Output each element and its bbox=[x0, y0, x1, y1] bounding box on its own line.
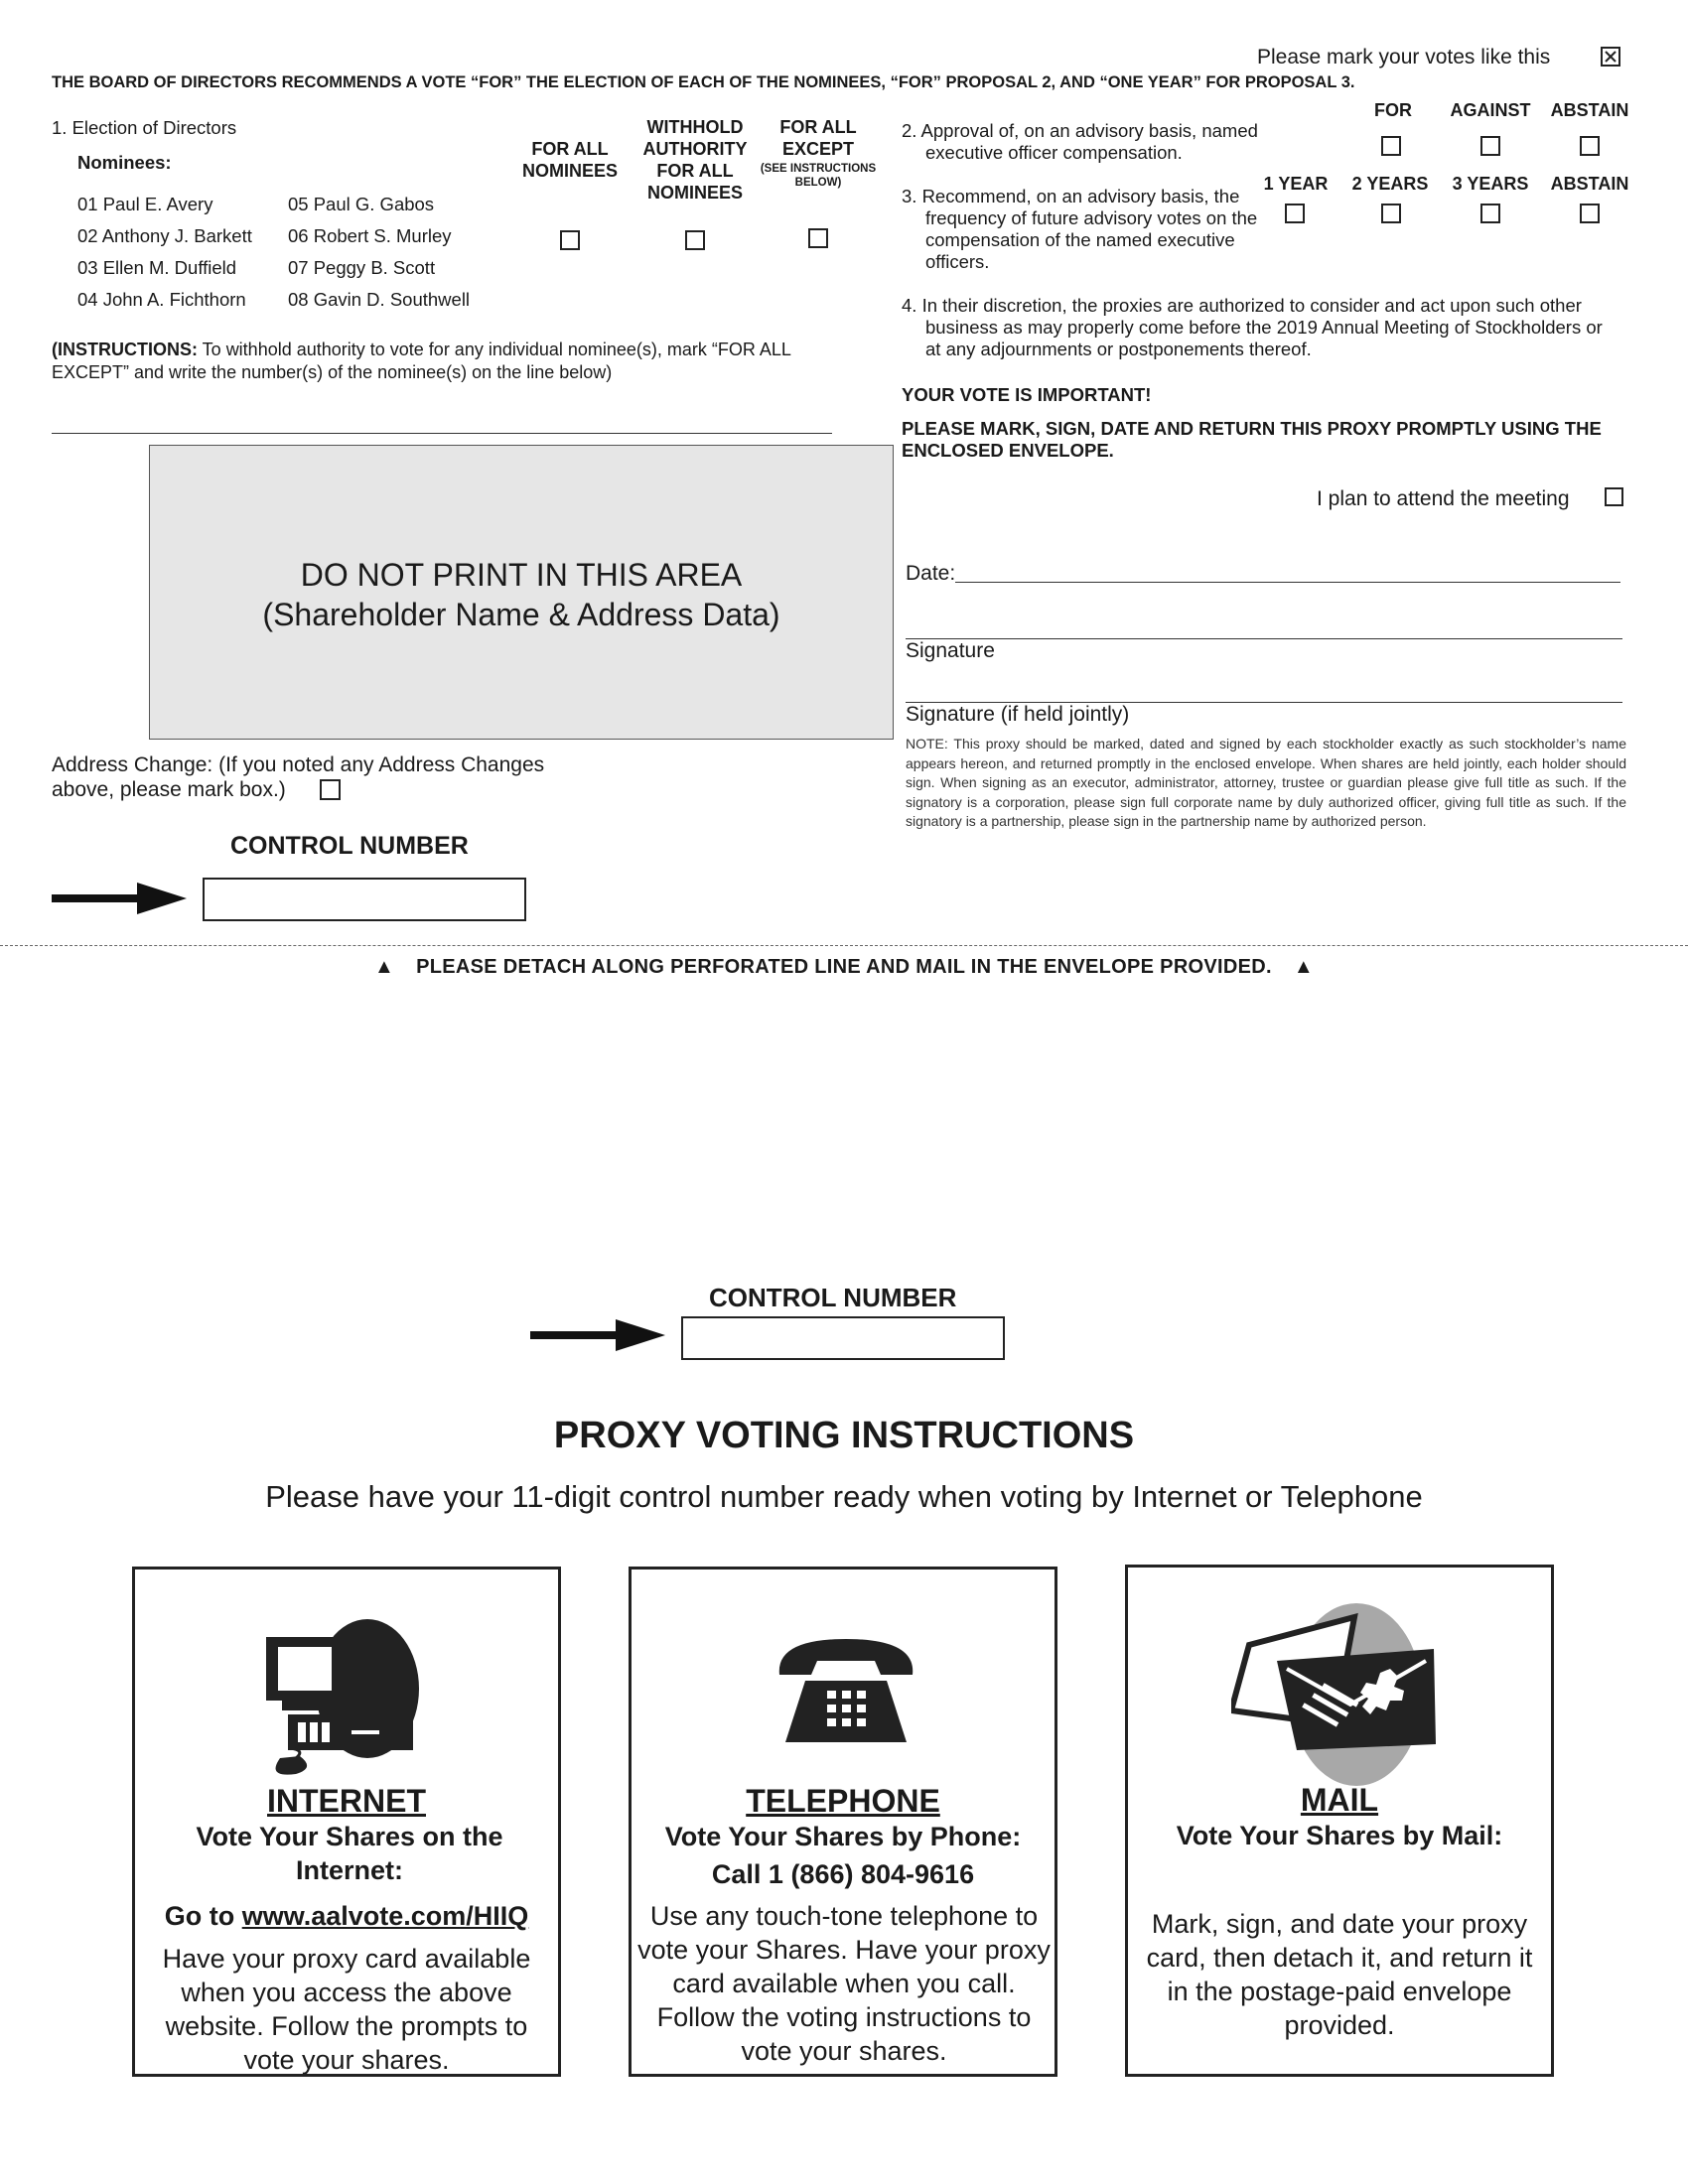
proposal-2: 2. Approval of, on an advisory basis, named executive officer compensation. bbox=[902, 120, 1258, 163]
p3-2years-checkbox[interactable] bbox=[1381, 204, 1401, 223]
arrow-icon bbox=[52, 894, 151, 902]
p2-abstain-header: ABSTAIN bbox=[1550, 100, 1629, 120]
telephone-panel bbox=[629, 1567, 1057, 2077]
signature-joint-label: Signature (if held jointly) bbox=[906, 703, 1130, 726]
col-for-all-except: FOR ALL EXCEPT bbox=[779, 117, 857, 159]
mark-votes-label: Please mark your votes like this bbox=[1257, 46, 1551, 68]
nominee: 02 Anthony J. Barkett bbox=[77, 225, 252, 246]
arrow-head-icon bbox=[137, 883, 187, 914]
for-all-nominees-checkbox[interactable] bbox=[560, 230, 580, 250]
p3-2years-header: 2 YEARS bbox=[1351, 174, 1429, 194]
internet-goto bbox=[135, 1899, 558, 1933]
p3-abstain-header: ABSTAIN bbox=[1550, 174, 1629, 194]
mail-envelope-icon bbox=[1231, 1595, 1450, 1794]
address-change-checkbox[interactable] bbox=[320, 779, 341, 800]
p3-1year-header: 1 YEAR bbox=[1263, 174, 1329, 194]
except-nominee-line[interactable] bbox=[52, 433, 832, 434]
nominee: 01 Paul E. Avery bbox=[77, 194, 213, 214]
lower-control-number-box[interactable] bbox=[681, 1316, 1005, 1360]
proxy-voting-subtitle: Please have your 11-digit control number ready when voting by Internet or Telephone bbox=[265, 1479, 1423, 1514]
telephone-icon bbox=[772, 1631, 920, 1750]
telephone-sub: Vote Your Shares by Phone: bbox=[664, 1822, 1022, 1851]
instructions-bold: (INSTRUCTIONS: bbox=[52, 340, 198, 359]
detach-text: PLEASE DETACH ALONG PERFORATED LINE AND MAIL IN THE ENVELOPE PROVIDED. bbox=[416, 956, 1272, 978]
nominee: 05 Paul G. Gabos bbox=[288, 194, 435, 214]
control-number-box[interactable] bbox=[203, 878, 526, 921]
arrow-head-icon bbox=[616, 1319, 665, 1351]
internet-title: INTERNET bbox=[267, 1783, 426, 1819]
p2-against-checkbox[interactable] bbox=[1480, 136, 1500, 156]
attend-meeting-label: I plan to attend the meeting bbox=[1317, 487, 1570, 510]
date-line[interactable] bbox=[955, 582, 1620, 583]
telephone-title: TELEPHONE bbox=[746, 1783, 940, 1819]
nominees-right-list bbox=[288, 189, 470, 316]
nominees-label: Nominees: bbox=[77, 152, 172, 173]
election-label: 1. Election of Directors bbox=[52, 117, 237, 138]
perforated-line bbox=[0, 945, 1688, 946]
p2-for-checkbox[interactable] bbox=[1381, 136, 1401, 156]
shareholder-address-area bbox=[149, 445, 894, 740]
arrow-icon bbox=[530, 1331, 630, 1339]
sample-x-mark-icon bbox=[1601, 47, 1620, 67]
withhold-instructions bbox=[52, 339, 866, 384]
internet-sub: Vote Your Shares on the Internet: bbox=[196, 1822, 503, 1885]
telephone-body: Use any touch-tone telephone to vote your Shares. Have your proxy card available when you call. Follow the voting instructions to vote your shares. bbox=[637, 1901, 1051, 2066]
signature-label: Signature bbox=[906, 639, 995, 662]
p2-for-header: FOR bbox=[1374, 100, 1412, 120]
p2-against-header: AGAINST bbox=[1450, 100, 1531, 120]
lower-control-number-label: CONTROL NUMBER bbox=[709, 1283, 957, 1312]
for-all-except-checkbox[interactable] bbox=[808, 228, 828, 248]
proposal-4: 4. In their discretion, the proxies are authorized to consider and act upon such other business as may properly come before the 2019 Annual Meeting of Stockholders or at any adjournments or postponements thereof. bbox=[902, 295, 1603, 359]
board-recommendation: THE BOARD OF DIRECTORS RECOMMENDS A VOTE “FOR” THE ELECTION OF EACH OF THE NOMINEES, “FOR” PROPOSAL 2, AND “ONE YEAR” FOR PROPOSAL 3. bbox=[52, 73, 1355, 91]
col-for-all-nominees: FOR ALL NOMINEES bbox=[521, 139, 618, 181]
vote-important: YOUR VOTE IS IMPORTANT! bbox=[902, 384, 1152, 405]
p3-3years-header: 3 YEARS bbox=[1452, 174, 1529, 194]
computer-icon bbox=[256, 1609, 435, 1788]
col-withhold-authority: WITHHOLD AUTHORITY FOR ALL NOMINEES bbox=[642, 117, 748, 203]
mark-votes-instruction bbox=[1257, 46, 1550, 69]
p3-3years-checkbox[interactable] bbox=[1480, 204, 1500, 223]
col-except-note: (SEE INSTRUCTIONS BELOW) bbox=[760, 163, 877, 189]
telephone-call-number[interactable]: Call 1 (866) 804-9616 bbox=[711, 1859, 975, 1889]
mail-title: MAIL bbox=[1300, 1782, 1379, 1818]
p2-abstain-checkbox[interactable] bbox=[1580, 136, 1600, 156]
nominee: 07 Peggy B. Scott bbox=[288, 257, 436, 278]
internet-body: Have your proxy card available when you access the above website. Follow the prompts to vote your shares. bbox=[162, 1944, 531, 2075]
nominee: 06 Robert S. Murley bbox=[288, 225, 452, 246]
attend-meeting-checkbox[interactable] bbox=[1605, 487, 1623, 506]
detach-instruction bbox=[0, 956, 1688, 979]
triangle-up-icon: ▲ bbox=[1293, 956, 1315, 978]
mail-sub: Vote Your Shares by Mail: bbox=[1176, 1821, 1503, 1850]
proxy-voting-title: PROXY VOTING INSTRUCTIONS bbox=[553, 1415, 1135, 1456]
mail-panel bbox=[1125, 1565, 1554, 2077]
mail-body: Mark, sign, and date your proxy card, then detach it, and return it in the postage-paid envelope provided. bbox=[1146, 1909, 1533, 2040]
do-not-print-line2: (Shareholder Name & Address Data) bbox=[262, 597, 780, 632]
withhold-all-checkbox[interactable] bbox=[685, 230, 705, 250]
address-change-label: Address Change: (If you noted any Address Changes above, please mark box.) bbox=[52, 753, 545, 801]
signing-note: NOTE: This proxy should be marked, dated and signed by each stockholder exactly as such stockholder’s name appears hereon, and returned promptly in the enclosed envelope. When shares are held jointly, each holder should sign. When signing as an executor, administrator, attorney, trustee or guardian please give full title as such. If the signatory is a corporation, please sign full corporate name by duly authorized officer, giving full title as such. If the signatory is a partnership, please sign in the partnership name by authorized person. bbox=[906, 736, 1626, 829]
goto-label: Go to bbox=[164, 1901, 242, 1931]
please-mark-return: PLEASE MARK, SIGN, DATE AND RETURN THIS PROXY PROMPTLY USING THE ENCLOSED ENVELOPE. bbox=[902, 418, 1602, 461]
nominee: 04 John A. Fichthorn bbox=[77, 289, 246, 310]
nominee: 03 Ellen M. Duffield bbox=[77, 257, 237, 278]
nominees-left-list bbox=[77, 189, 252, 316]
do-not-print-line1: DO NOT PRINT IN THIS AREA bbox=[300, 557, 743, 593]
signature-line[interactable] bbox=[906, 638, 1622, 639]
nominee: 08 Gavin D. Southwell bbox=[288, 289, 471, 310]
proposal-3: 3. Recommend, on an advisory basis, the frequency of future advisory votes on the compensation of the named executive officers. bbox=[902, 186, 1258, 272]
control-number-label: CONTROL NUMBER bbox=[230, 832, 469, 860]
internet-panel bbox=[132, 1567, 561, 2077]
triangle-up-icon: ▲ bbox=[373, 956, 395, 978]
p3-abstain-checkbox[interactable] bbox=[1580, 204, 1600, 223]
p3-1year-checkbox[interactable] bbox=[1285, 204, 1305, 223]
internet-url-link[interactable]: www.aalvote.com/HIIQ bbox=[241, 1901, 529, 1931]
instructions-text: To withhold authority to vote for any individual nominee(s), mark “FOR ALL EXCEPT” and write the number(s) of the nominee(s) on the line below) bbox=[52, 340, 791, 382]
date-label: Date: bbox=[906, 562, 956, 585]
